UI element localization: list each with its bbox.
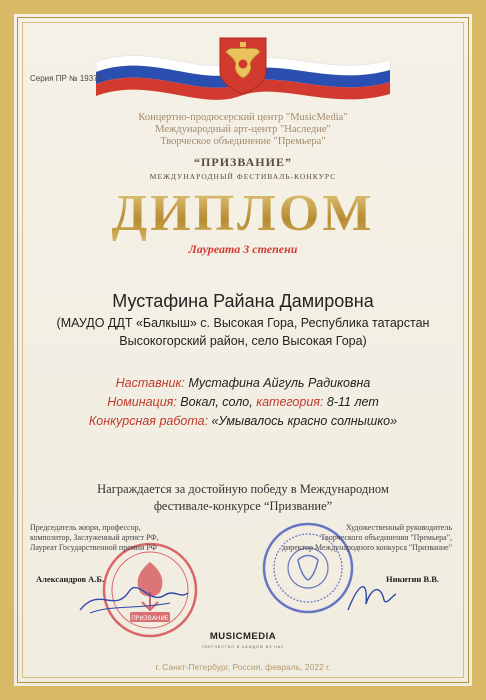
mentor-value: Мустафина Айгуль Радиковна [188,376,371,390]
institution-line: (МАУДО ДДТ «Балкыш» с. Высокая Гора, Республика татарстан [56,316,430,330]
festival-type: МЕЖДУНАРОДНЫЙ ФЕСТИВАЛЬ-КОНКУРС [149,172,337,181]
signatory-line: Творческого объединения "Премьера", [320,533,452,542]
signatory-line: Художественный руководитель [345,523,452,532]
mentor-label: Наставник: [115,376,185,390]
nomination-value: Вокал, соло, [180,395,253,409]
brand-tagline: ТВОРЧЕСТВО В КАЖДОМ ИЗ НАС [201,645,285,649]
left-signatory-title [30,523,159,553]
award-line: Награждается за достойную победу в Международном [97,482,389,496]
organizer-line: Творческое объединение "Премьера" [160,136,326,147]
organizers [0,112,486,148]
category-value: 8-11 лет [326,395,379,409]
right-signatory-name: Никитин В.В. [386,574,439,584]
recipient-name: Мустафина Райана Дамировна [112,291,374,311]
category-label: категория: [256,395,324,409]
diploma-title: ДИПЛОМ [0,184,486,243]
details [0,374,486,431]
left-signatory-name: Александров А.Б. [36,574,105,584]
signatory-line: Лауреат Государственной премии РФ [30,543,158,552]
work-label: Конкурсная работа: [88,414,209,428]
footer-place-date: г. Санкт-Петербург, Россия, февраль, 2022 г. [155,662,331,672]
institution-line: Высокогорский район, село Высокая Гора) [119,334,367,348]
signatory-line: директор Международного конкурса "Призвание" [281,543,452,552]
organizer-line: Международный арт-центр "Наследие" [155,124,331,135]
coat-of-arms-icon [216,34,270,96]
right-signatory-title [282,523,452,553]
mentor-row [0,374,486,393]
right-signature [340,570,400,620]
degree-label: Лауреата 3 степени [188,242,298,256]
signatory-line: Председатель жюри, профессор, [30,523,141,532]
organizer-line: Концертно-продюсерский центр "MusicMedia" [138,112,348,123]
stamp-text: ПРИЗВАНИЕ [131,615,169,622]
work-row [0,412,486,431]
work-value: «Умывалось красно солнышко» [211,414,398,428]
award-text [0,481,486,515]
signatory-line: композитор, Заслуженный артист РФ, [30,533,159,542]
award-line: фестивале-конкурсе “Призвание” [153,499,333,513]
institution [0,314,486,350]
nomination-label: Номинация: [107,395,177,409]
brand-logo: MUSICMEDIA [209,631,277,642]
left-signature [70,575,190,620]
festival-name: “ПРИЗВАНИЕ” [194,155,292,169]
serial-number: Серия ПР № 19373 [30,74,103,83]
nomination-row [0,393,486,412]
